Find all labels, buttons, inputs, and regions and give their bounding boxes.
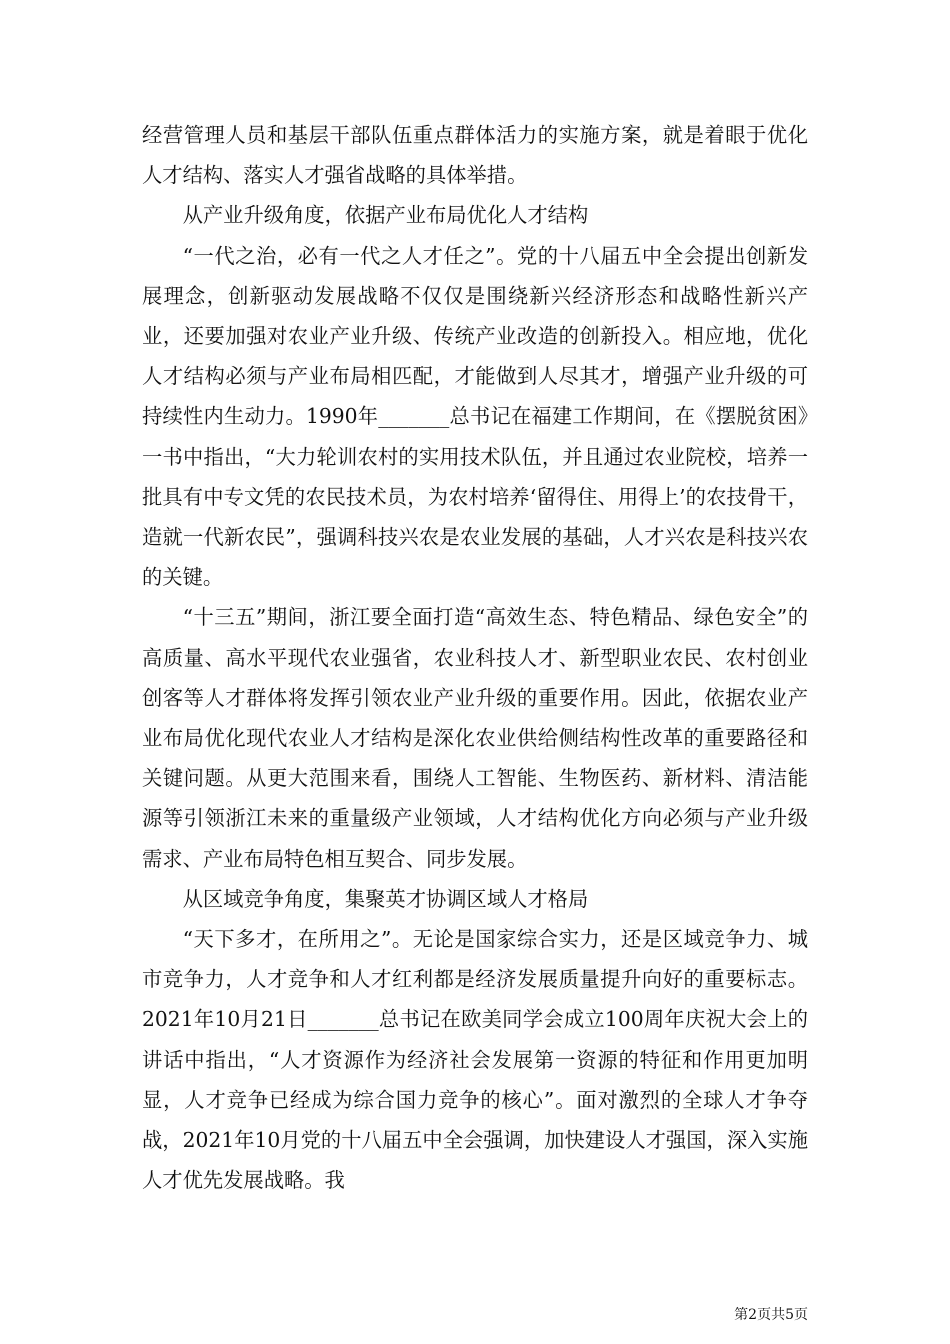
section-heading-industry: 从产业升级角度，依据产业布局优化人才结构: [182, 203, 589, 228]
body-text: [142, 115, 808, 1200]
paragraph-regional-competition: “天下多才，在所用之”。无论是国家综合实力，还是区域竞争力、城市竞争力，人才竞争和人才红利都是经济发展质量提升向好的重要标志。2021年10月21日_______总书记在欧美同学会成立100周年庆祝大会上的讲话中指出，“人才资源作为经济社会发展第一资源的特征和作用更加明显，人才竞争已经成为综合国力竞争的核心”。面对激烈的全球人才争夺战，2021年10月党的十八届五中全会强调，加快建设人才强国，深入实施人才优先发展战略。我: [142, 927, 808, 1193]
paragraph-zhejiang-agriculture: “十三五”期间，浙江要全面打造“高效生态、特色精品、绿色安全”的高质量、高水平现代农业强省，农业科技人才、新型职业农民、农村创业创客等人才群体将发挥引领农业产业升级的重要作用。因此，依据农业产业布局优化现代农业人才结构是深化农业供给侧结构性改革的重要路径和关键问题。从更大范围来看，围绕人工智能、生物医药、新材料、清洁能源等引领浙江未来的重量级产业领域，人才结构优化方向必须与产业升级需求、产业布局特色相互契合、同步发展。: [142, 605, 808, 871]
page-number: 第2页共5页: [734, 1307, 808, 1323]
paragraph-continuation: 经营管理人员和基层干部队伍重点群体活力的实施方案，就是着眼于优化人才结构、落实人才强省战略的具体举措。: [142, 123, 808, 188]
paragraph-industry-upgrade: “一代之治，必有一代之人才任之”。党的十八届五中全会提出创新发展理念，创新驱动发展战略不仅仅是围绕新兴经济形态和战略性新兴产业，还要加强对农业产业升级、传统产业改造的创新投入。相应地，优化人才结构必须与产业布局相匹配，才能做到人尽其才，增强产业升级的可持续性内生动力。1990年_______总书记在福建工作期间，在《摆脱贫困》一书中指出，“大力轮训农村的实用技术队伍，并且通过农业院校，培养一批具有中专文凭的农民技术员，为农村培养‘留得住、用得上’的农技骨干，造就一代新农民”，强调科技兴农是农业发展的基础，人才兴农是科技兴农的关键。: [142, 243, 808, 590]
section-heading-regional: 从区域竞争角度，集聚英才协调区域人才格局: [182, 886, 589, 911]
